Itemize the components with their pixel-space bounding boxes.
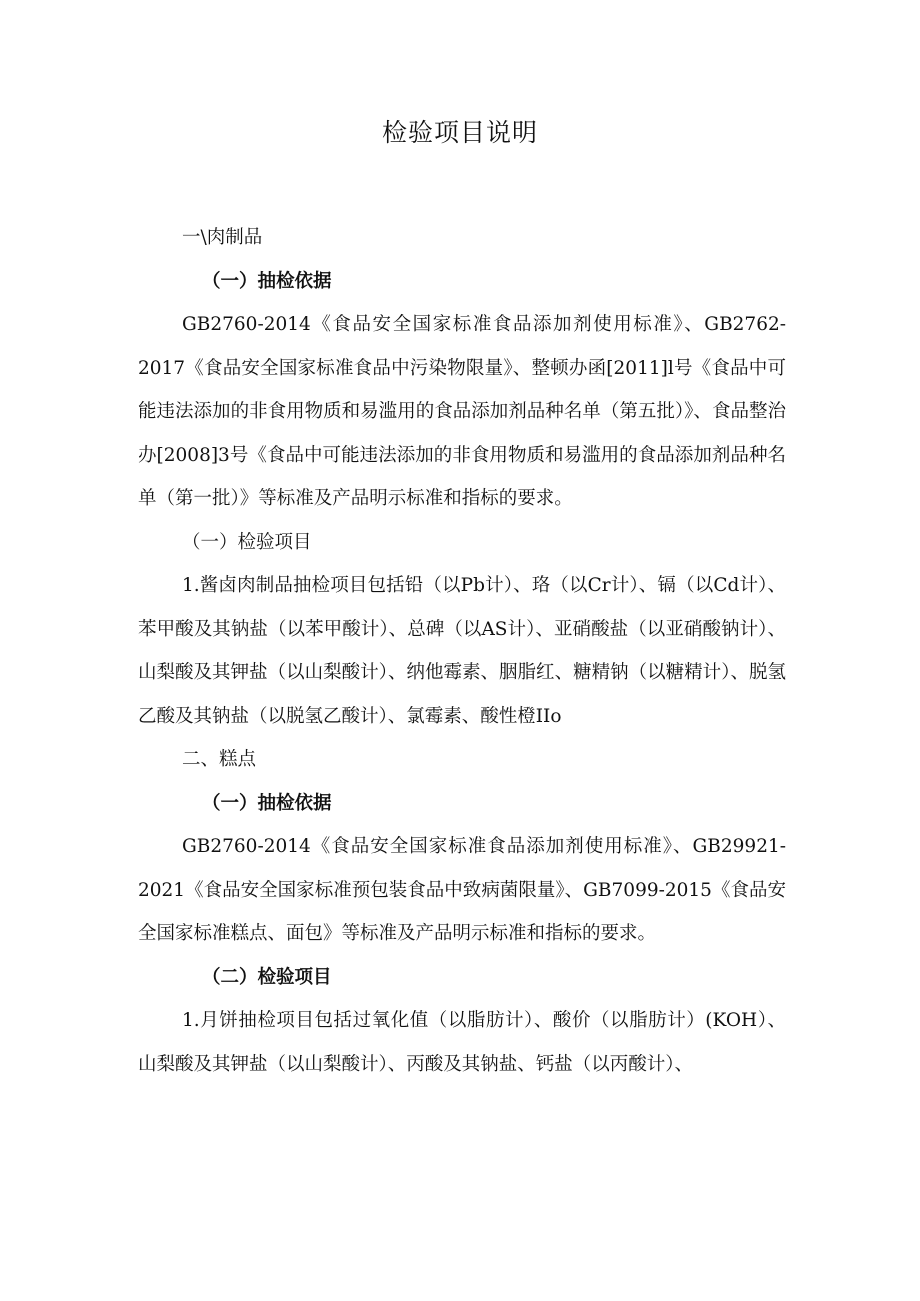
items-heading-pastry: （二）检验项目 <box>202 966 332 988</box>
basis-paragraph-meat: GB2760-2014《食品安全国家标准食品添加剂使用标准》、GB2762-2017《食品安全国家标准食品中污染物限量》、整顿办函[2011]l号《食品中可能违法添加的非食用物质和易滥用的食品添加剂品种名单（第五批）》、食品整治办[2008]3号《食品中可能违法添加的非食用物质和易滥用的食品添加剂品种名单（第一批）》等标准及产品明示标准和指标的要求。 <box>138 314 786 509</box>
document-body <box>138 216 786 1086</box>
items-paragraph-pastry: 1.月饼抽检项目包括过氧化值（以脂肪计）、酸价（以脂肪计）(KOH）、山梨酸及其钾盐（以山梨酸计）、丙酸及其钠盐、钙盐（以丙酸计）、 <box>138 1010 786 1075</box>
section-heading-meat: 一\肉制品 <box>182 227 263 248</box>
items-paragraph-meat: 1.酱卤肉制品抽检项目包括铅（以Pb计）、珞（以Cr计）、镉（以Cd计）、苯甲酸及其钠盐（以苯甲酸计）、总碑（以AS计）、亚硝酸盐（以亚硝酸钠计）、山梨酸及其钾盐（以山梨酸计）、纳他霉素、胭脂红、糖精钠（以糖精计）、脱氢乙酸及其钠盐（以脱氢乙酸计）、氯霉素、酸性橙IIo <box>138 575 786 727</box>
basis-heading-pastry: （一）抽检依据 <box>202 792 332 814</box>
items-heading-meat: （一）检验项目 <box>182 531 312 553</box>
basis-paragraph-pastry: GB2760-2014《食品安全国家标准食品添加剂使用标准》、GB29921-2021《食品安全国家标准预包装食品中致病菌限量》、GB7099-2015《食品安全国家标准糕点、面包》等标准及产品明示标准和指标的要求。 <box>138 836 786 944</box>
basis-heading-meat: （一）抽检依据 <box>202 270 332 292</box>
section-heading-pastry: 二、糕点 <box>182 749 257 770</box>
page-title: 检验项目说明 <box>381 118 538 147</box>
